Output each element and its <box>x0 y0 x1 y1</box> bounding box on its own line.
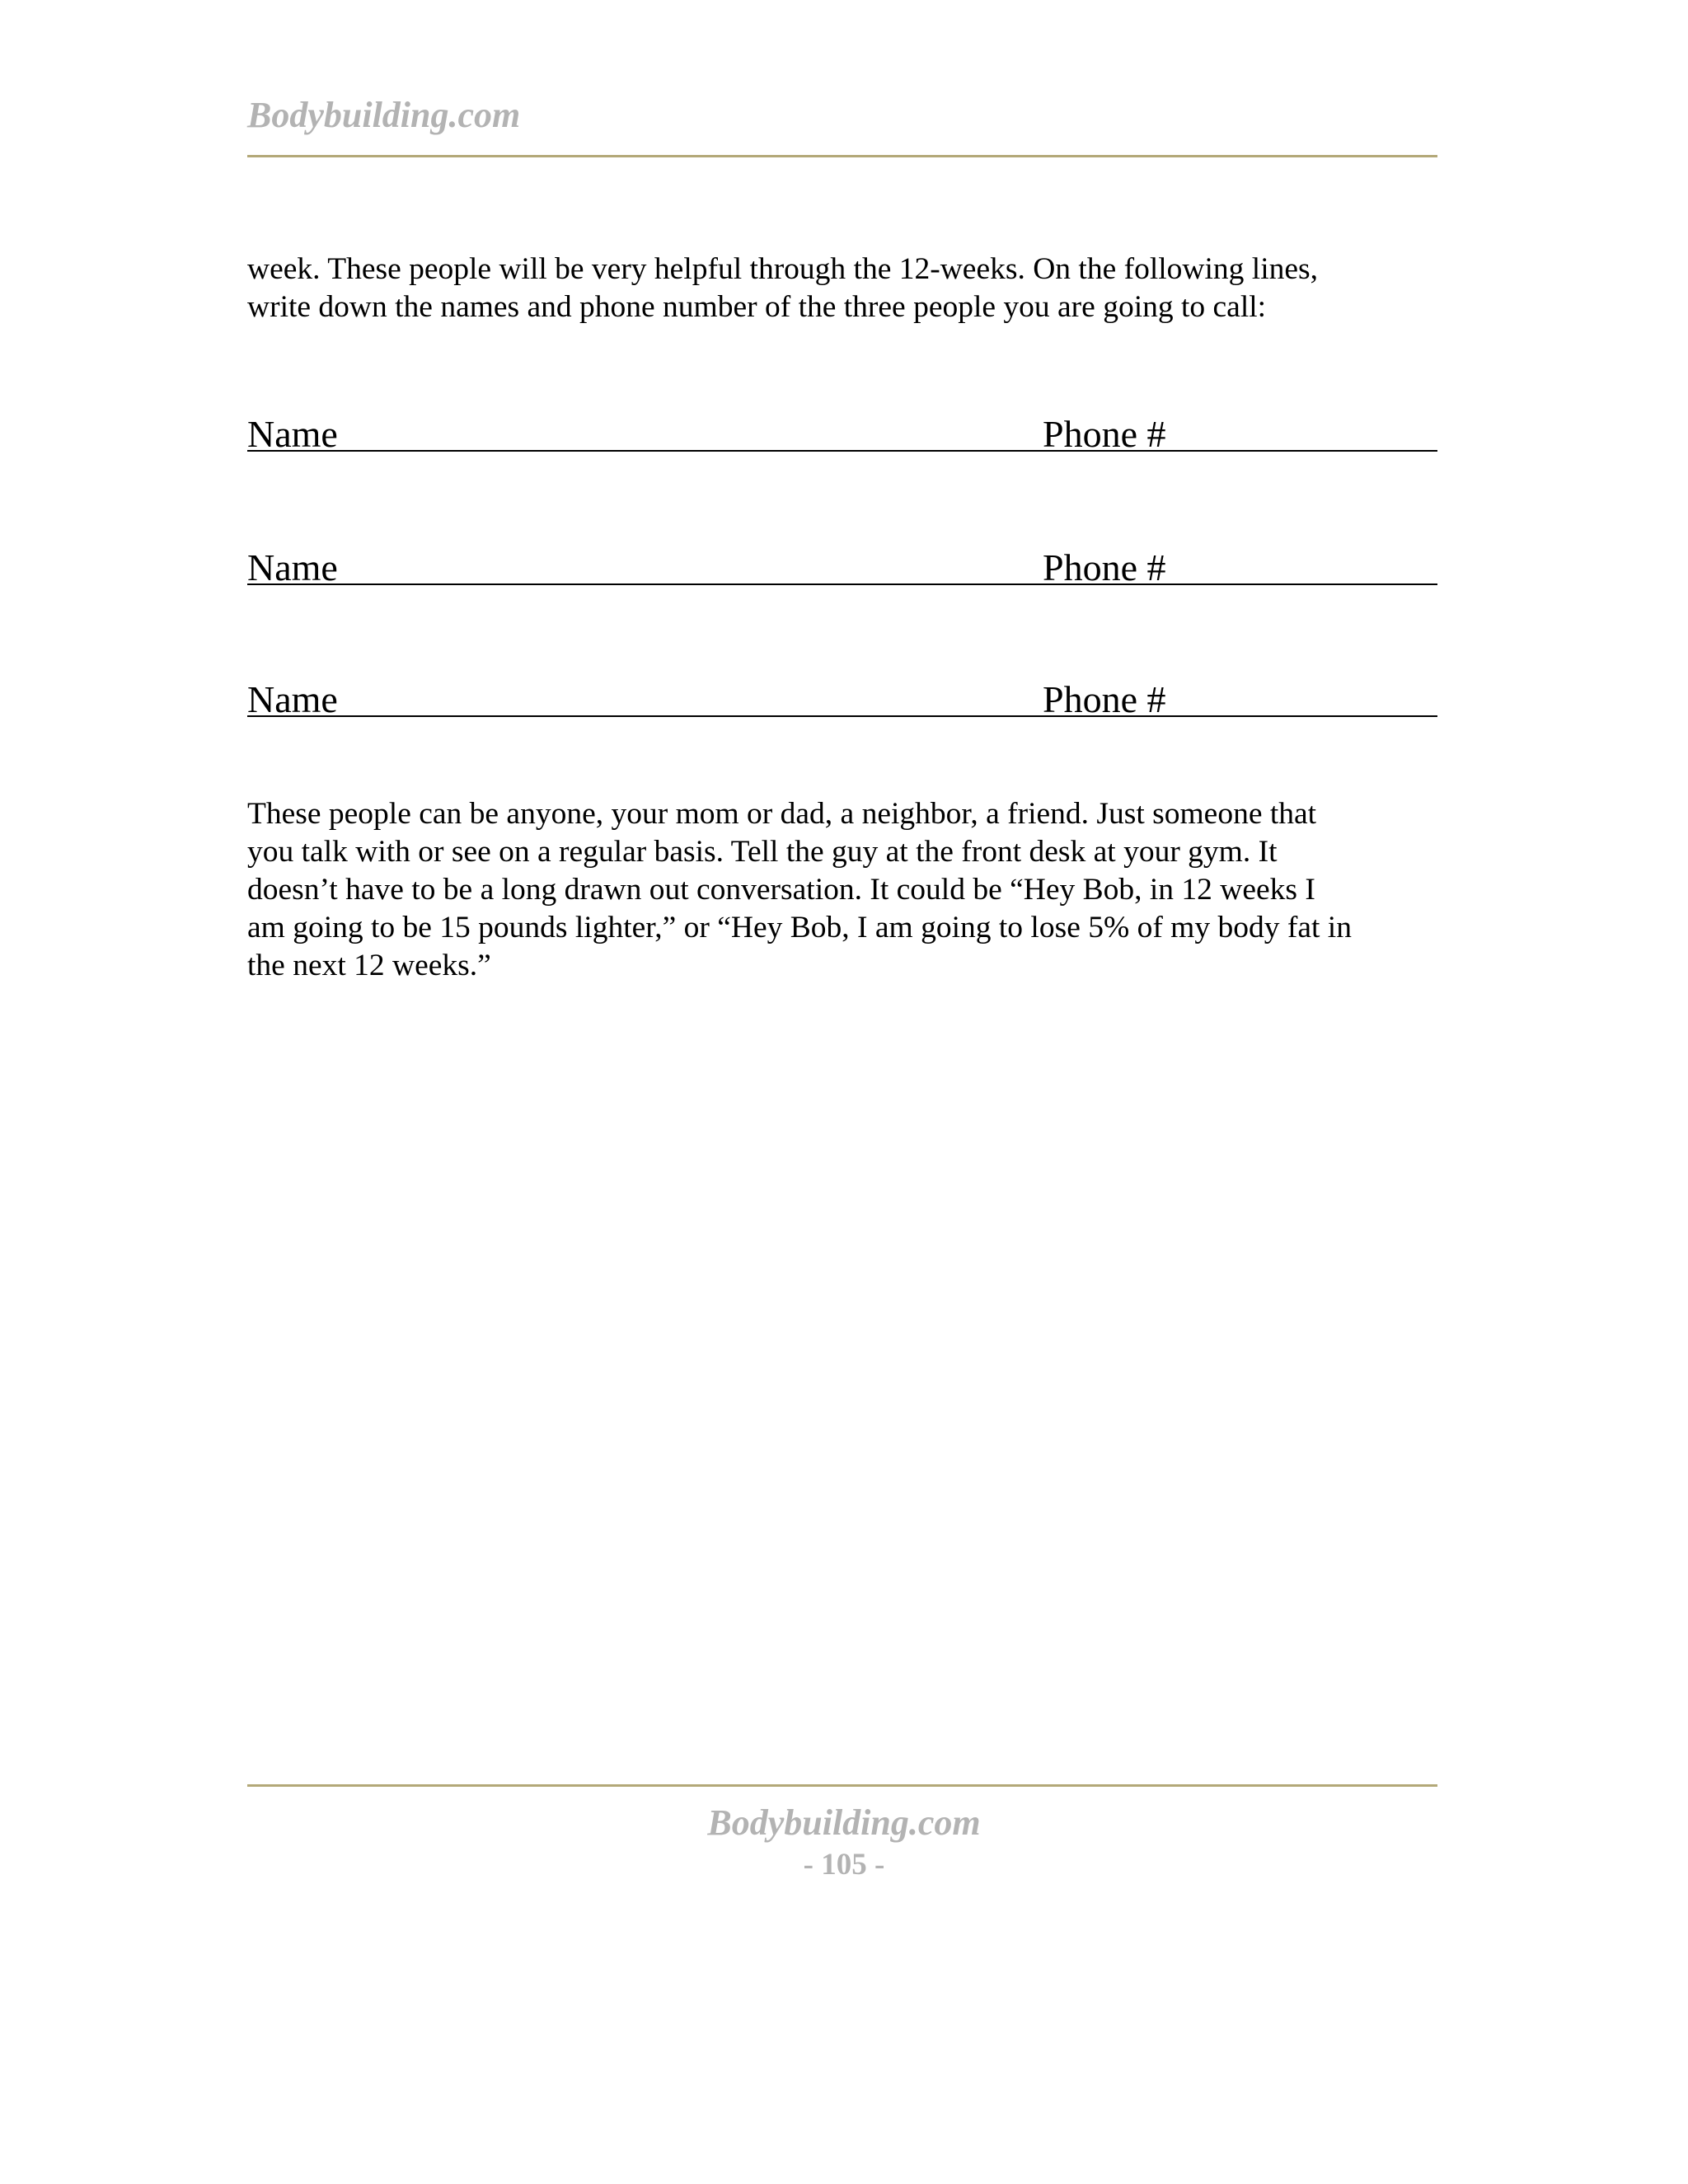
phone-label: Phone # <box>1043 413 1166 455</box>
intro-line: write down the names and phone number of the three people you are going to call: <box>247 290 1267 324</box>
phone-label: Phone # <box>1043 546 1166 588</box>
contact-row-2[interactable] <box>247 532 1437 588</box>
page-number: - 105 - <box>803 1848 885 1882</box>
intro-paragraph <box>247 251 1451 326</box>
header-title: Bodybuilding.com <box>247 95 521 135</box>
intro-line: week. These people will be very helpful through the 12-weeks. On the following lines, <box>247 252 1318 286</box>
body-line: the next 12 weeks.” <box>247 949 491 982</box>
body-line: am going to be 15 pounds lighter,” or “Hey Bob, I am going to lose 5% of my body fat in <box>247 911 1352 944</box>
phone-label: Phone # <box>1043 678 1166 720</box>
body-line: you talk with or see on a regular basis. Tell the guy at the front desk at your gym. It <box>247 835 1278 869</box>
body-line: doesn’t have to be a long drawn out conversation. It could be “Hey Bob, in 12 weeks I <box>247 873 1315 907</box>
name-label: Name <box>247 546 338 588</box>
footer-rule <box>247 1784 1437 1787</box>
name-label: Name <box>247 413 338 455</box>
body-paragraph <box>247 795 1451 985</box>
name-label: Name <box>247 678 338 720</box>
body-line: These people can be anyone, your mom or dad, a neighbor, a friend. Just someone that <box>247 797 1317 831</box>
contact-row-3[interactable] <box>247 664 1437 720</box>
header-rule <box>247 155 1437 157</box>
footer-title: Bodybuilding.com <box>707 1802 981 1843</box>
contact-row-1[interactable] <box>247 399 1437 455</box>
